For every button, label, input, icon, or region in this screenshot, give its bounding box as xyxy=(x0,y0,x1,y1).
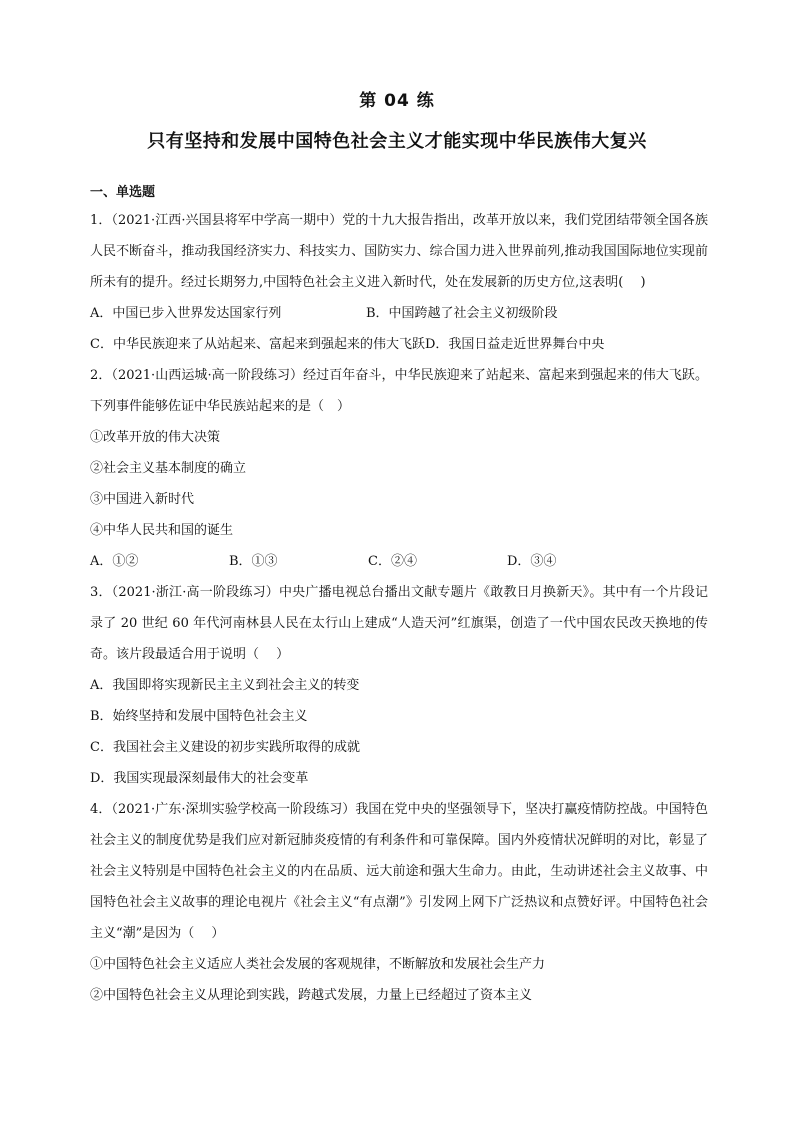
question-2-statement-4: ④中华人民共和国的诞生 xyxy=(90,523,234,538)
question-4-stem: 4．（2021·广东·深圳实验学校高一阶段练习）我国在党中央的坚强领导下，坚决打赢疫情防控战。中国特色社会主义的制度优势是我们应对新冠肺炎疫情的有利条件和可靠保障。国内外疫情状况鲜明的对比，彰显了社会主义特别是中国特色社会主义的内在品质、远大前途和强大生命力。由此，生动讲述社会主义故事、中国特色社会主义故事的理论电视片《社会主义“有点潮”》引发网上网下广泛热议和点赞好评。中国特色社会主义“潮”是因为（ ） xyxy=(90,802,708,941)
question-2-statement-1: ①改革开放的伟大决策 xyxy=(90,430,221,445)
question-3-stem: 3．（2021·浙江·高一阶段练习）中央广播电视总台播出文献专题片《敢教日月换新天》。其中有一个片段记录了 20 世纪 60 年代河南林县人民在太行山上建成“人造天河”红旗渠，创造了一代中国农民改天换地的传奇。该片段最适合用于说明（ ） xyxy=(90,585,708,662)
question-4-statement-1: ①中国特色社会主义适应人类社会发展的客观规律，不断解放和发展社会生产力 xyxy=(90,957,546,972)
question-4-statement-2: ②中国特色社会主义从理论到实践，跨越式发展，力量上已经超过了资本主义 xyxy=(90,988,533,1003)
question-2-option-a: A．①② xyxy=(90,554,139,569)
question-2-option-c: C．②④ xyxy=(368,554,417,569)
question-1-option-d: D．我国日益走近世界舞台中央 xyxy=(424,337,605,352)
question-list xyxy=(90,205,708,1011)
question-1-option-b: B．中国跨越了社会主义初级阶段 xyxy=(366,306,558,321)
question-3-option-d: D．我国实现最深刻最伟大的社会变革 xyxy=(90,771,309,786)
page-subtitle: 只有坚持和发展中国特色社会主义才能实现中华民族伟大复兴 xyxy=(147,131,647,152)
question-2-statement-2: ②社会主义基本制度的确立 xyxy=(90,461,247,476)
question-2-option-d: D．③④ xyxy=(507,554,557,569)
question-3-option-a: A．我国即将实现新民主主义到社会主义的转变 xyxy=(90,678,360,693)
question-1-option-c: C．中华民族迎来了从站起来、富起来到强起来的伟大飞跃 xyxy=(90,337,425,352)
question-3-option-b: B．始终坚持和发展中国特色社会主义 xyxy=(90,709,308,724)
question-3-option-c: C．我国社会主义建设的初步实践所取得的成就 xyxy=(90,740,360,755)
question-2-stem: 2．（2021·山西运城·高一阶段练习）经过百年奋斗，中华民族迎来了站起来、富起来到强起来的伟大飞跃。下列事件能够佐证中华民族站起来的是（ ） xyxy=(90,368,708,414)
question-1-stem: 1．（2021·江西·兴国县将军中学高一期中）党的十九大报告指出，改革开放以来，我们党团结带领全国各族人民不断奋斗，推动我国经济实力、科技实力、国防实力、综合国力进入世界前列,推动我国国际地位实现前所未有的提升。经过长期努力,中国特色社会主义进入新时代，处在发展新的历史方位,这表明( ) xyxy=(90,213,708,290)
question-2-options xyxy=(90,546,708,577)
question-1-options-row-2 xyxy=(90,329,708,360)
question-1-option-a: A．中国已步入世界发达国家行列 xyxy=(90,306,282,321)
question-2-statement-3: ③中国进入新时代 xyxy=(90,492,195,507)
section-heading: 一、单选题 xyxy=(90,185,156,200)
page-title: 第 04 练 xyxy=(359,91,435,111)
question-1-options-row-1 xyxy=(90,298,708,329)
question-2-option-b: B．①③ xyxy=(229,554,278,569)
